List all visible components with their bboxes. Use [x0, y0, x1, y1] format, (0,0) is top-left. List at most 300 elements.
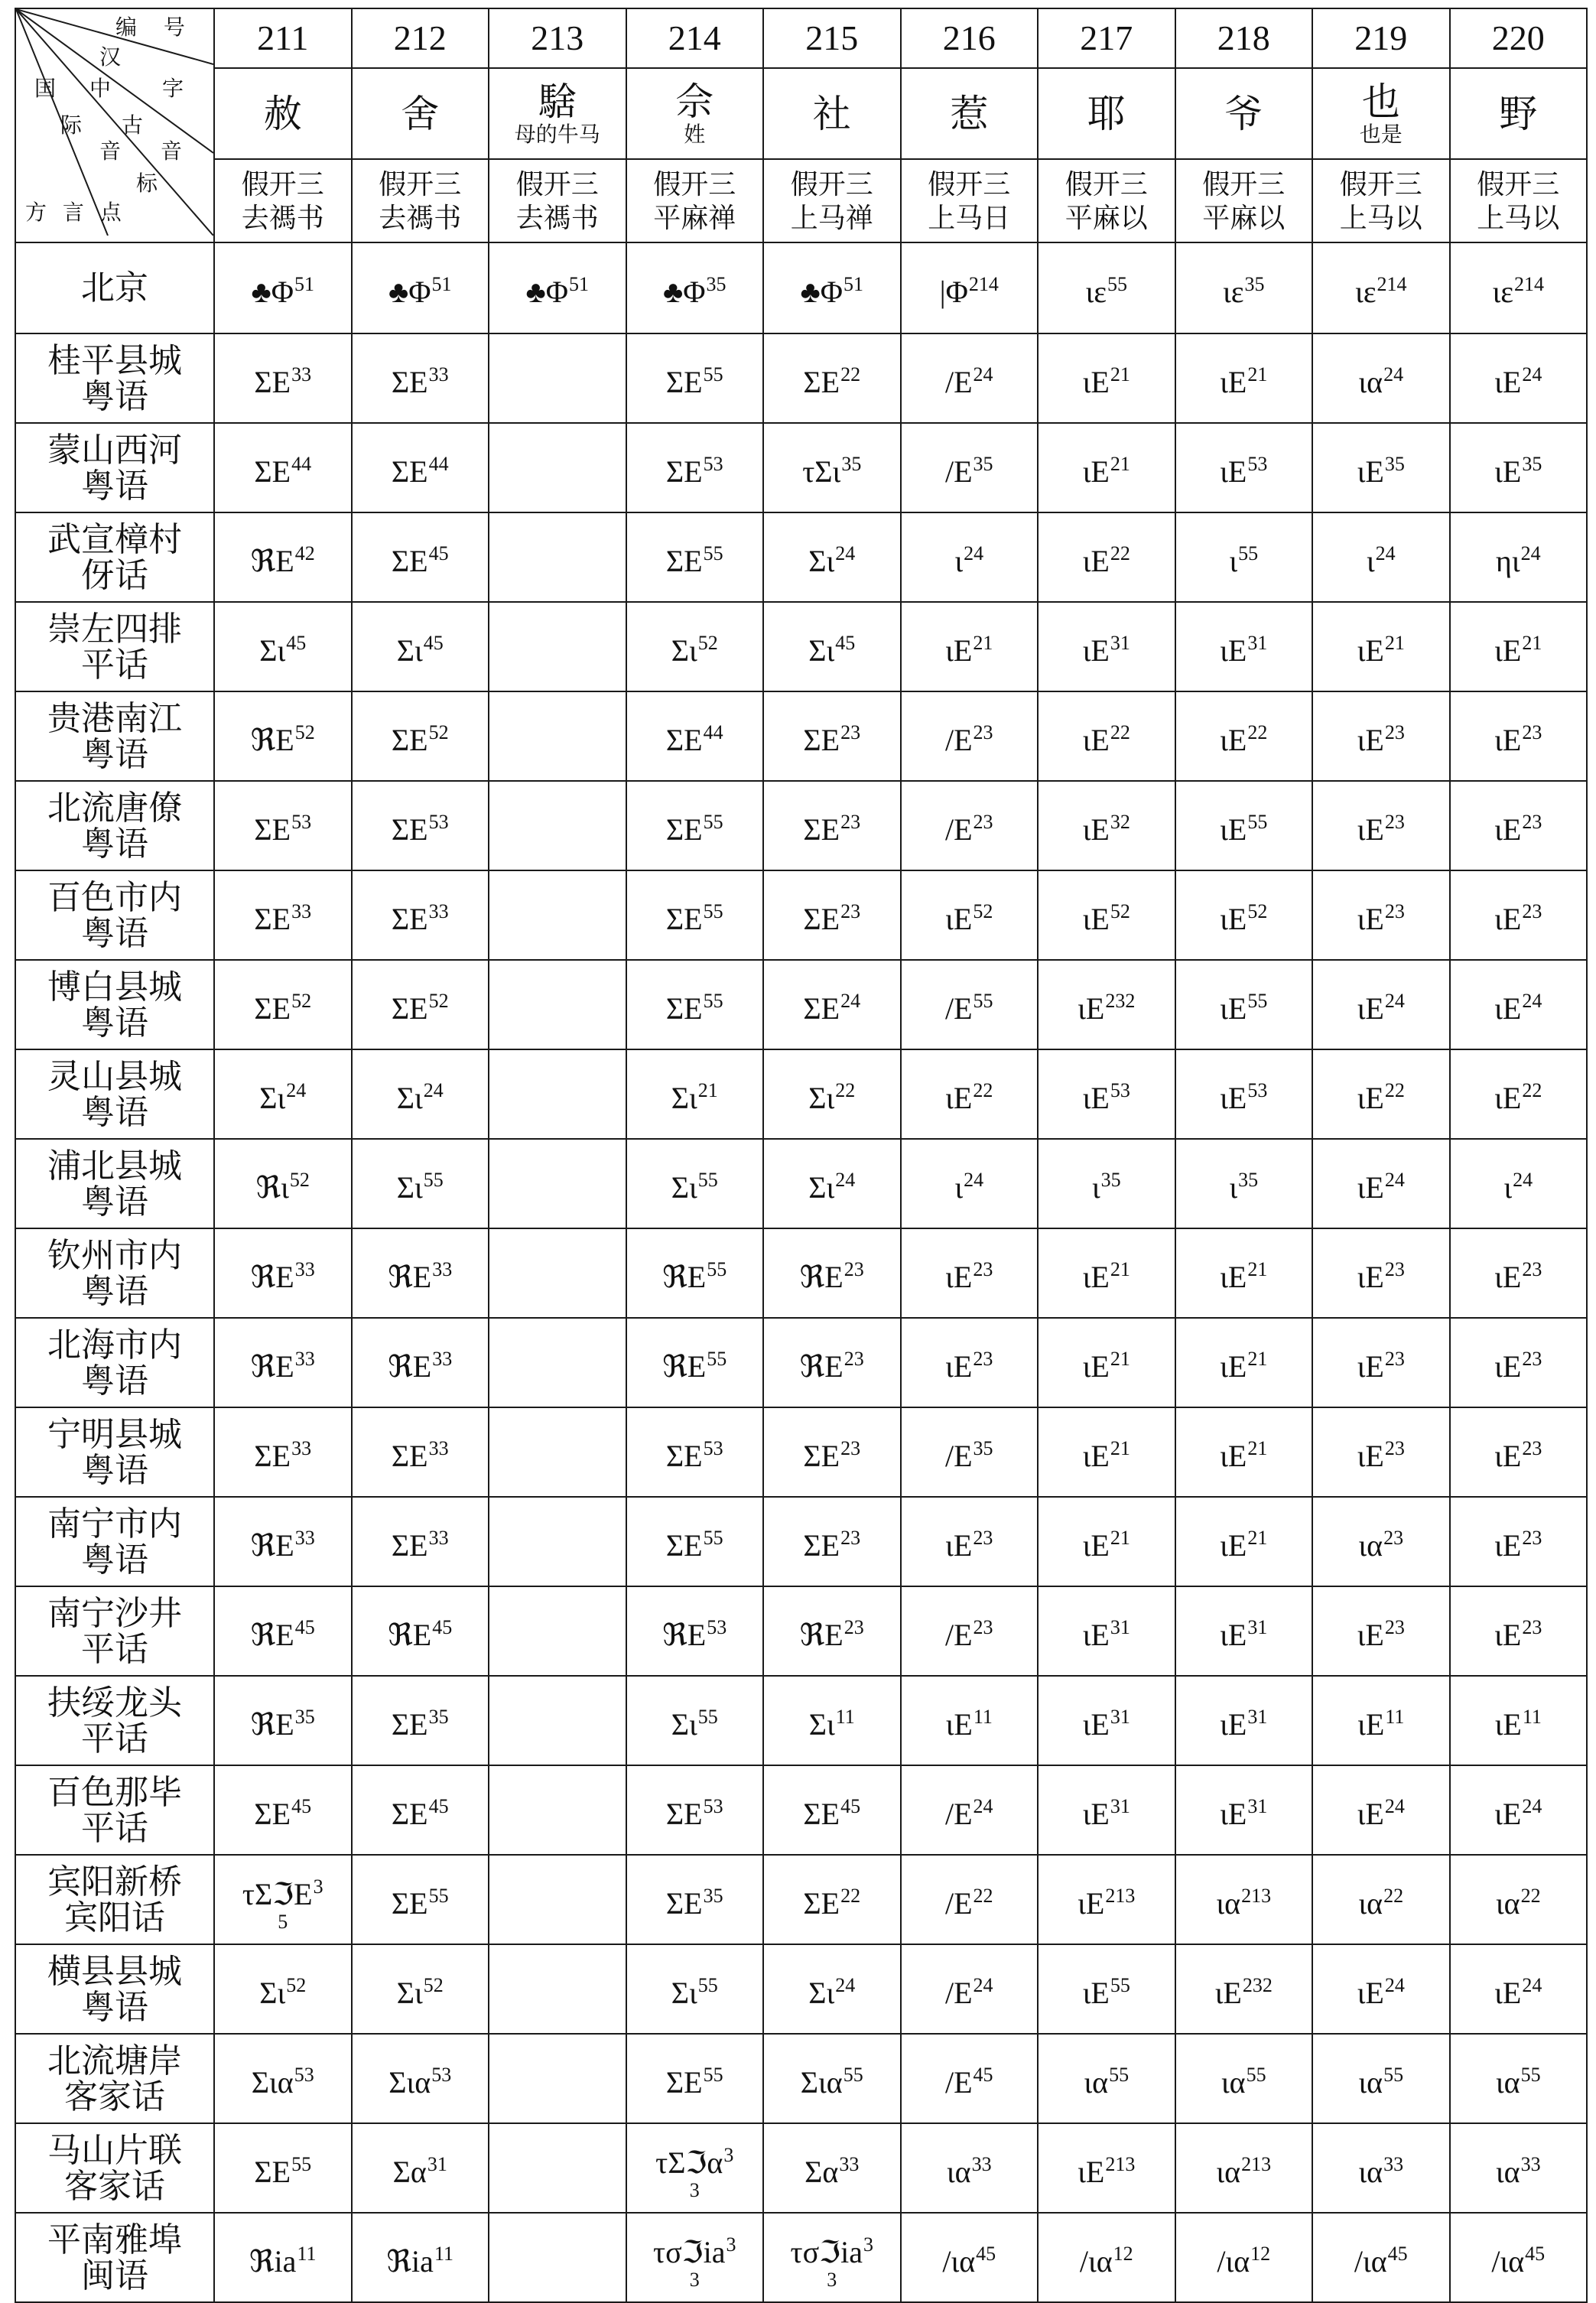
- pronunciation-cell: [1312, 1944, 1450, 2034]
- pronunciation: [1451, 2236, 1587, 2280]
- tone-value: 22: [973, 1078, 993, 1101]
- pronunciation: [1039, 1788, 1175, 1833]
- pronunciation-segment: τΣℑα: [655, 2145, 723, 2180]
- dialect-name-line: 南宁沙井: [47, 1594, 182, 1632]
- dialect-name-line: 粤语: [81, 1540, 148, 1579]
- tone-value: 22: [1383, 1884, 1404, 1907]
- tone-value: 23: [973, 1615, 993, 1638]
- pronunciation-segment: ια: [1495, 1885, 1520, 1921]
- pronunciation-segment: τσℑia: [790, 2234, 863, 2269]
- pronunciation: [1039, 714, 1175, 759]
- tone-value: 24: [835, 1973, 856, 1996]
- pronunciation: [764, 535, 900, 580]
- pronunciation-cell: [352, 781, 489, 870]
- pronunciation: [1313, 446, 1449, 490]
- pronunciation-segment: ι: [954, 543, 964, 578]
- pronunciation-cell: [901, 1676, 1039, 1765]
- tone-value: 22: [973, 1884, 993, 1907]
- pronunciation: [1313, 1520, 1449, 1564]
- tone-value: 213: [1241, 1884, 1272, 1907]
- pronunciation: [1039, 1341, 1175, 1385]
- pronunciation-segment: ιE: [1214, 1975, 1242, 2010]
- dialect-row: [15, 1139, 1587, 1228]
- dialect-name-line: 平南雅埠: [47, 2220, 182, 2259]
- tone-value: 53: [294, 2063, 314, 2086]
- pronunciation: [1313, 1878, 1449, 1922]
- pronunciation-segment: ιE: [1494, 1080, 1522, 1115]
- pronunciation-cell: [901, 960, 1039, 1049]
- tone-value: 45: [1525, 2242, 1546, 2265]
- pronunciation: [627, 1699, 763, 1743]
- pronunciation-cell: [489, 1944, 626, 2034]
- dialect-row: [15, 2034, 1587, 2123]
- tone-value: 32: [1110, 810, 1130, 833]
- pronunciation: [627, 446, 763, 490]
- pronunciation: [1451, 266, 1587, 311]
- tone-value: 24: [1513, 1168, 1533, 1191]
- pronunciation-segment: ιE: [1220, 1259, 1247, 1294]
- pronunciation: [215, 535, 351, 580]
- pronunciation-segment: ℜE: [250, 1617, 294, 1652]
- tone-value: 24: [1522, 989, 1542, 1012]
- pronunciation: [353, 714, 489, 759]
- tone-value: 22: [1247, 721, 1268, 743]
- tone-value: 45: [976, 2242, 996, 2265]
- pronunciation: [1176, 625, 1312, 669]
- dialect-name-line: 闽语: [81, 2256, 148, 2295]
- pronunciation: [627, 893, 763, 938]
- dialect-name-cell: [15, 781, 214, 870]
- pronunciation-cell: [1450, 870, 1588, 960]
- tone-value: 45: [423, 631, 444, 654]
- pronunciation-cell: [1175, 1407, 1313, 1497]
- tone-value: 23: [840, 1436, 861, 1459]
- tone-value: 24: [835, 1168, 856, 1191]
- pronunciation-segment: ιE: [945, 1527, 973, 1563]
- pronunciation: [1039, 1430, 1175, 1475]
- dialect-name-line: 浦北县城: [47, 1147, 182, 1185]
- tone-value: 55: [703, 810, 723, 833]
- pronunciation-segment: ℜι: [255, 1169, 289, 1205]
- pronunciation-cell: [1175, 602, 1313, 691]
- pronunciation: [1039, 356, 1175, 401]
- pronunciation: [627, 1072, 763, 1117]
- header-row-number: [15, 8, 1587, 68]
- pronunciation-segment: ΣE: [803, 990, 840, 1026]
- pronunciation-cell: [1312, 1855, 1450, 1944]
- tone-value: 52: [423, 1973, 444, 1996]
- tone-value: 24: [973, 1973, 993, 1996]
- pronunciation: [1451, 1162, 1587, 1206]
- pronunciation-cell: [1175, 423, 1313, 512]
- pronunciation: [215, 2057, 351, 2101]
- tone-value: 11: [434, 2242, 453, 2265]
- pronunciation: [1313, 2236, 1449, 2280]
- pronunciation-segment: ιE: [1082, 1975, 1110, 2010]
- pronunciation-segment: ΣE: [254, 1438, 291, 1473]
- pronunciation-segment: ιE: [1494, 454, 1522, 489]
- pronunciation-cell: [489, 1139, 626, 1228]
- pronunciation: [902, 1072, 1038, 1117]
- tone-value: 53: [291, 810, 312, 833]
- column-character: 騇: [538, 80, 577, 123]
- tone-value: 53: [428, 810, 449, 833]
- pronunciation: [902, 1609, 1038, 1654]
- pronunciation-cell: [1038, 1586, 1175, 1676]
- tone-value: 214: [1377, 272, 1407, 295]
- pronunciation: [1313, 356, 1449, 401]
- tone-value: 42: [294, 542, 315, 564]
- pronunciation: [627, 535, 763, 580]
- pronunciation-segment: ιE: [1082, 543, 1110, 578]
- dialect-name-line: 宁明县城: [47, 1415, 182, 1453]
- pronunciation-cell: [1175, 2034, 1313, 2123]
- tone-value: 52: [289, 1168, 310, 1191]
- pronunciation: [1451, 446, 1587, 490]
- pronunciation: [215, 1430, 351, 1475]
- pronunciation-segment: ιE: [1220, 633, 1247, 668]
- pronunciation-cell: [1450, 1497, 1588, 1586]
- tone-value: 55: [697, 1168, 718, 1191]
- pronunciation-segment: ιE: [1082, 454, 1110, 489]
- column-middle-chinese-line: 去禡书: [241, 202, 324, 233]
- pronunciation-cell: [214, 1318, 352, 1407]
- pronunciation-segment: ιE: [1082, 812, 1110, 847]
- pronunciation-segment: ηι: [1495, 543, 1520, 578]
- tone-value: 23: [1383, 1526, 1404, 1549]
- tone-value: 21: [697, 1078, 718, 1101]
- column-number: 220: [1450, 8, 1588, 68]
- pronunciation-cell: [1312, 781, 1450, 870]
- corner-header: [16, 9, 213, 236]
- column-character: 野: [1499, 92, 1538, 135]
- pronunciation-cell: [1312, 1676, 1450, 1765]
- pronunciation-segment: τΣℑE: [242, 1876, 313, 1911]
- tone-value: 23: [1384, 1436, 1405, 1459]
- tone-value: 33: [1520, 2152, 1541, 2175]
- pronunciation-cell: [214, 1586, 352, 1676]
- tone-value: 23: [1522, 810, 1542, 833]
- column-character-cell: [1175, 68, 1313, 159]
- pronunciation-segment: ια: [1358, 1885, 1383, 1921]
- pronunciation-cell: [1450, 1407, 1588, 1497]
- dialect-name-cell: [15, 691, 214, 781]
- tone-value: 21: [1110, 452, 1130, 475]
- tone-value: 35: [1238, 1168, 1259, 1191]
- tone-value: 232: [1242, 1973, 1273, 1996]
- pronunciation-cell: [489, 870, 626, 960]
- column-character-cell: [1038, 68, 1175, 159]
- pronunciation-segment: ℜE: [388, 1259, 432, 1294]
- pronunciation-cell: [214, 1497, 352, 1586]
- pronunciation-segment: ΣE: [803, 901, 840, 936]
- pronunciation-segment: ια: [1216, 2154, 1241, 2189]
- pronunciation-segment: ΣE: [665, 543, 703, 578]
- pronunciation: [764, 1788, 900, 1833]
- pronunciation-cell: [489, 781, 626, 870]
- pronunciation-segment: ΣE: [391, 543, 428, 578]
- column-middle-chinese-line: 平麻以: [1065, 202, 1148, 233]
- pronunciation-cell: [1175, 1944, 1313, 2034]
- column-character-cell: [1312, 68, 1450, 159]
- pronunciation: [1039, 2236, 1175, 2280]
- pronunciation-segment: ιE: [1357, 1169, 1384, 1205]
- pronunciation-segment: ΣE: [803, 1796, 840, 1831]
- pronunciation-segment: ΣE: [665, 364, 703, 399]
- pronunciation-segment: ΣE: [391, 1796, 428, 1831]
- pronunciation-cell: [1450, 2034, 1588, 2123]
- pronunciation: [215, 1967, 351, 2012]
- pronunciation-segment: Σι: [396, 633, 423, 668]
- tone-value: 21: [1384, 631, 1405, 654]
- pronunciation-cell: [1175, 1049, 1313, 1139]
- pronunciation-cell: [352, 1944, 489, 2034]
- pronunciation: [1176, 1430, 1312, 1475]
- pronunciation: [1451, 1788, 1587, 1833]
- pronunciation: [215, 714, 351, 759]
- pronunciation-cell: [626, 1676, 764, 1765]
- header-row-middle-chinese: [15, 159, 1587, 242]
- pronunciation-cell: [1175, 1497, 1313, 1586]
- pronunciation: [1039, 1699, 1175, 1743]
- dialect-row: [15, 1586, 1587, 1676]
- pronunciation-cell: [763, 242, 901, 333]
- pronunciation-cell: [352, 2123, 489, 2213]
- dialect-row: [15, 960, 1587, 1049]
- column-character: 耶: [1087, 92, 1126, 135]
- pronunciation-cell: [1175, 960, 1313, 1049]
- pronunciation-cell: [489, 1586, 626, 1676]
- pronunciation: [902, 804, 1038, 848]
- pronunciation-segment: ιE: [1357, 1259, 1384, 1294]
- dialect-name-line: 粤语: [81, 467, 148, 505]
- dialect-row: [15, 512, 1587, 602]
- tone-value: 35: [1522, 452, 1542, 475]
- pronunciation-cell: [1175, 1676, 1313, 1765]
- tone-value: 23: [1384, 721, 1405, 743]
- pronunciation-cell: [1312, 960, 1450, 1049]
- pronunciation: [764, 1609, 900, 1654]
- pronunciation-cell: [214, 1049, 352, 1139]
- tone-value: 55: [1247, 810, 1268, 833]
- pronunciation-segment: Σι: [671, 633, 697, 668]
- tone-value: 53: [703, 1794, 723, 1817]
- tone-value: 55: [1383, 2063, 1404, 2086]
- pronunciation: [1451, 356, 1587, 401]
- tone-value: 22: [1110, 721, 1130, 743]
- dialect-name-line: 粤语: [81, 1003, 148, 1042]
- pronunciation-segment: ΣE: [803, 1438, 840, 1473]
- pronunciation-cell: [901, 1765, 1039, 1855]
- pronunciation-cell: [1175, 2123, 1313, 2213]
- tone-value: 23: [973, 721, 993, 743]
- pronunciation-segment: ι: [1229, 1169, 1238, 1205]
- pronunciation: [764, 625, 900, 669]
- dialect-name-line: 南宁市内: [47, 1504, 182, 1543]
- pronunciation-segment: ΣE: [254, 2154, 291, 2189]
- pronunciation-cell: [1450, 781, 1588, 870]
- dialect-name-cell: [15, 1318, 214, 1407]
- pronunciation: [215, 983, 351, 1027]
- pronunciation-cell: [352, 1049, 489, 1139]
- pronunciation-cell: [214, 333, 352, 423]
- pronunciation-segment: ιE: [1220, 1706, 1247, 1742]
- pronunciation-cell: [626, 1049, 764, 1139]
- tone-value: 55: [423, 1168, 444, 1191]
- pronunciation-segment: ιE: [1494, 1348, 1522, 1384]
- tone-value: 55: [1246, 2063, 1266, 2086]
- pronunciation: [1313, 2146, 1449, 2191]
- tone-value: 21: [973, 631, 993, 654]
- dialect-name-line: 平话: [81, 1809, 148, 1847]
- pronunciation-segment: ΣE: [391, 722, 428, 757]
- pronunciation-cell: [1450, 333, 1588, 423]
- tone-value: 45: [291, 1794, 312, 1817]
- pronunciation-segment: ℜE: [388, 1348, 432, 1384]
- pronunciation: [1313, 893, 1449, 938]
- pronunciation: [902, 2236, 1038, 2280]
- tone-value: 23: [840, 810, 861, 833]
- pronunciation: [1313, 535, 1449, 580]
- pronunciation-segment: ℜia: [386, 2243, 434, 2279]
- pronunciation-cell: [901, 333, 1039, 423]
- column-number: 213: [489, 8, 626, 68]
- pronunciation-cell: [489, 1497, 626, 1586]
- pronunciation: [1039, 446, 1175, 490]
- pronunciation-segment: ΣE: [665, 812, 703, 847]
- column-middle-chinese-cell: [1312, 159, 1450, 242]
- tone-value: 53: [707, 1615, 727, 1638]
- pronunciation-segment: ℜE: [799, 1259, 844, 1294]
- tone-value: 45: [294, 1615, 315, 1638]
- pronunciation-cell: [901, 1049, 1039, 1139]
- pronunciation: [1176, 2057, 1312, 2101]
- dialect-name-line: 粤语: [81, 1272, 148, 1310]
- corner-label-guo: 国: [34, 76, 57, 101]
- pronunciation-segment: ιE: [1082, 1706, 1110, 1742]
- pronunciation-segment: /ια: [1491, 2243, 1525, 2279]
- tone-value: 55: [703, 989, 723, 1012]
- pronunciation-segment: ιE: [1357, 1796, 1384, 1831]
- pronunciation-segment: ΣE: [254, 364, 291, 399]
- pronunciation-segment: ΣE: [803, 722, 840, 757]
- pronunciation-cell: [1038, 1855, 1175, 1944]
- tone-value: 33: [291, 899, 312, 922]
- tone-value: 3: [726, 2233, 736, 2256]
- tone-value: 23: [840, 899, 861, 922]
- pronunciation: [1313, 1072, 1449, 1117]
- pronunciation-segment: ΣE: [665, 1438, 703, 1473]
- tone-value: 35: [1384, 452, 1405, 475]
- pronunciation-cell: [352, 333, 489, 423]
- dialect-name-line: 扶绥龙头: [47, 1683, 182, 1722]
- pronunciation-segment: ΣE: [803, 1527, 840, 1563]
- pronunciation-segment: ιE: [1082, 364, 1110, 399]
- pronunciation-segment: ια: [1216, 1885, 1241, 1921]
- pronunciation-segment: ιE: [1082, 1527, 1110, 1563]
- pronunciation-segment: ℜE: [662, 1617, 707, 1652]
- tone-value: 24: [964, 542, 984, 564]
- dialect-name-cell: [15, 2123, 214, 2213]
- pronunciation: [902, 1251, 1038, 1296]
- pronunciation-cell: [1450, 1944, 1588, 2034]
- pronunciation-segment: ιE: [1220, 1527, 1247, 1563]
- tone-value: 45: [1387, 2242, 1408, 2265]
- pronunciation: [215, 804, 351, 848]
- pronunciation-cell: [489, 2123, 626, 2213]
- pronunciation-segment: ιE: [1357, 1080, 1384, 1115]
- pronunciation-segment: /E: [944, 722, 973, 757]
- pronunciation-segment: ι: [1091, 1169, 1100, 1205]
- pronunciation-cell: [901, 2034, 1039, 2123]
- pronunciation-cell: [352, 1855, 489, 1944]
- pronunciation: [1313, 1251, 1449, 1296]
- pronunciation-segment: Σι: [671, 1080, 697, 1115]
- pronunciation: [1039, 1162, 1175, 1206]
- pronunciation: [902, 446, 1038, 490]
- tone-value: 23: [844, 1257, 864, 1280]
- pronunciation-segment: ιε: [1492, 274, 1514, 309]
- column-number: 218: [1175, 8, 1313, 68]
- pronunciation: [1451, 535, 1587, 580]
- tone-value: 23: [973, 1257, 993, 1280]
- pronunciation: [1451, 1072, 1587, 1117]
- pronunciation: [764, 2146, 900, 2191]
- pronunciation: [902, 983, 1038, 1027]
- pronunciation-segment: ια: [1221, 2064, 1246, 2100]
- pronunciation: [764, 983, 900, 1027]
- pronunciation-cell: [763, 512, 901, 602]
- dialect-pronunciation-table: [15, 8, 1588, 2303]
- pronunciation-cell: [763, 1676, 901, 1765]
- pronunciation-cell: [1312, 1228, 1450, 1318]
- dialect-row: [15, 1855, 1587, 1944]
- pronunciation-segment: ιE: [1082, 901, 1110, 936]
- tone-value: 51: [294, 272, 314, 295]
- pronunciation-cell: [763, 333, 901, 423]
- tone-value: 33: [291, 1436, 312, 1459]
- tone-value: 55: [703, 899, 723, 922]
- pronunciation-cell: [1312, 1407, 1450, 1497]
- dialect-row: [15, 1407, 1587, 1497]
- pronunciation: [1039, 1878, 1175, 1922]
- pronunciation-cell: [1312, 333, 1450, 423]
- pronunciation: [764, 1878, 900, 1922]
- pronunciation: [353, 2236, 489, 2280]
- dialect-name-cell: [15, 333, 214, 423]
- tone-value: 44: [291, 452, 312, 475]
- column-middle-chinese-line: 假开三: [1202, 168, 1286, 200]
- tone-value: 22: [1384, 1078, 1405, 1101]
- tone-value: 24: [1522, 1973, 1542, 1996]
- pronunciation: [1313, 1162, 1449, 1206]
- pronunciation-cell: [214, 1676, 352, 1765]
- pronunciation-segment: ιε: [1354, 274, 1377, 309]
- dialect-name-line: 粤语: [81, 914, 148, 952]
- tone-value: 23: [1522, 721, 1542, 743]
- corner-label-gu: 古: [122, 112, 144, 138]
- pronunciation-cell: [214, 512, 352, 602]
- pronunciation-segment: ιE: [945, 1080, 973, 1115]
- pronunciation: [627, 1251, 763, 1296]
- pronunciation-segment: /ια: [942, 2243, 976, 2279]
- tone-value: 23: [1522, 1347, 1542, 1370]
- pronunciation: [1451, 2146, 1587, 2191]
- dialect-name-cell: [15, 1049, 214, 1139]
- pronunciation-segment: ΣE: [391, 990, 428, 1026]
- pronunciation: [627, 1878, 763, 1922]
- pronunciation-cell: [763, 2034, 901, 2123]
